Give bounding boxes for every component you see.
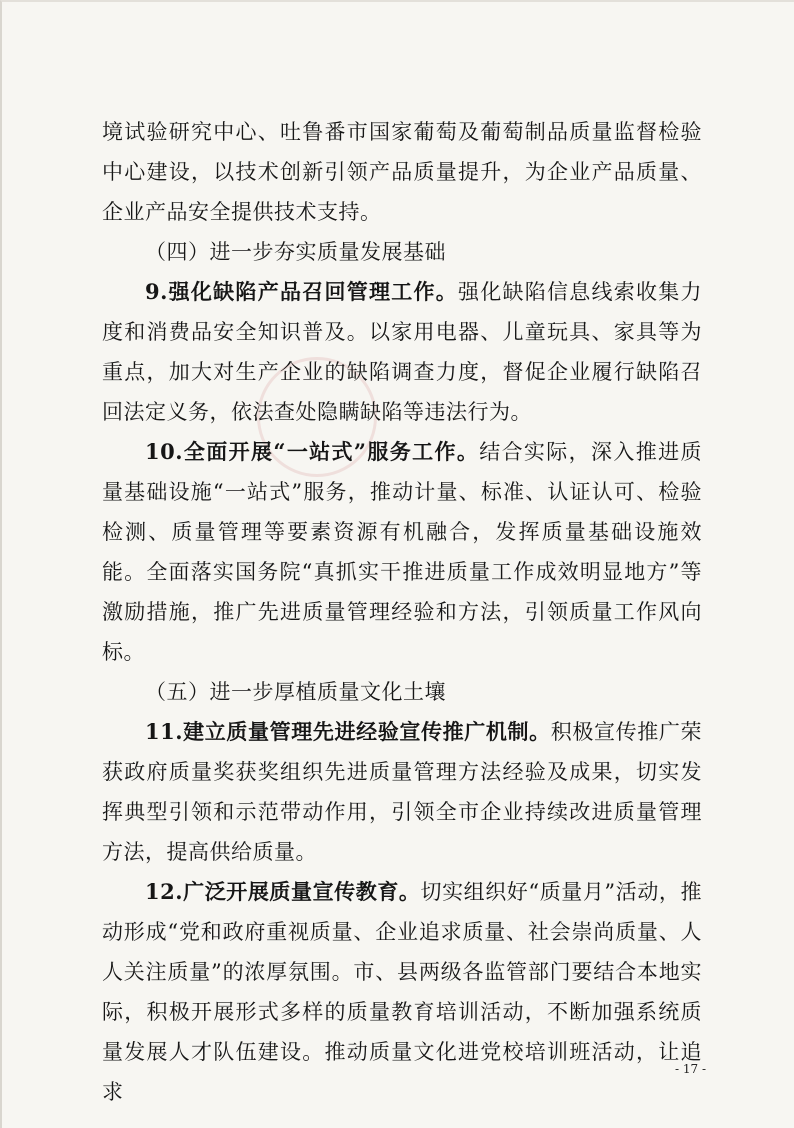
paragraph-continuation: 境试验研究中心、吐鲁番市国家葡萄及葡萄制品质量监督检验中心建设，以技术创新引领产品质量提升，为企业产品质量、企业产品安全提供技术支持。	[102, 120, 702, 224]
item-9-title: 9.强化缺陷产品召回管理工作。	[145, 279, 458, 304]
section-heading-4: （四）进一步夯实质量发展基础	[145, 240, 446, 264]
item-10-body: 结合实际，深入推进质量基础设施“一站式”服务，推动计量、标准、认证认可、检验检测、质量管理等要素资源有机融合，发挥质量基础设施效能。全面落实国务院“真抓实干推进质量工作成效明显地方”等激励措施，推广先进质量管理经验和方法，引领质量工作风向标。	[102, 440, 703, 664]
document-body	[102, 112, 702, 1112]
section-heading-5: （五）进一步厚植质量文化土壤	[145, 680, 446, 704]
item-10	[102, 432, 702, 672]
item-11	[102, 712, 702, 872]
item-9-body: 强化缺陷信息线索收集力度和消费品安全知识普及。以家用电器、儿童玩具、家具等为重点，加大对生产企业的缺陷调查力度，督促企业履行缺陷召回法定义务，依法查处隐瞒缺陷等违法行为。	[102, 280, 703, 424]
item-12-body: 切实组织好“质量月”活动，推动形成“党和政府重视质量、企业追求质量、社会崇尚质量、人人关注质量”的浓厚氛围。市、县两级各监管部门要结合本地实际，积极开展形式多样的质量教育培训活动，不断加强系统质量发展人才队伍建设。推动质量文化进党校培训班活动，让追求	[102, 880, 702, 1104]
item-10-title: 10.全面开展“一站式”服务工作。	[145, 439, 480, 464]
item-11-title: 11.建立质量管理先进经验宣传推广机制。	[145, 719, 551, 744]
item-12	[102, 872, 702, 1112]
page-number: - 17 -	[674, 1062, 706, 1076]
item-12-title: 12.广泛开展质量宣传教育。	[145, 879, 421, 904]
item-9	[102, 272, 702, 432]
item-11-body: 积极宣传推广荣获政府质量奖获奖组织先进质量管理方法经验及成果，切实发挥典型引领和示范带动作用，引领全市企业持续改进质量管理方法，提高供给质量。	[102, 720, 702, 864]
